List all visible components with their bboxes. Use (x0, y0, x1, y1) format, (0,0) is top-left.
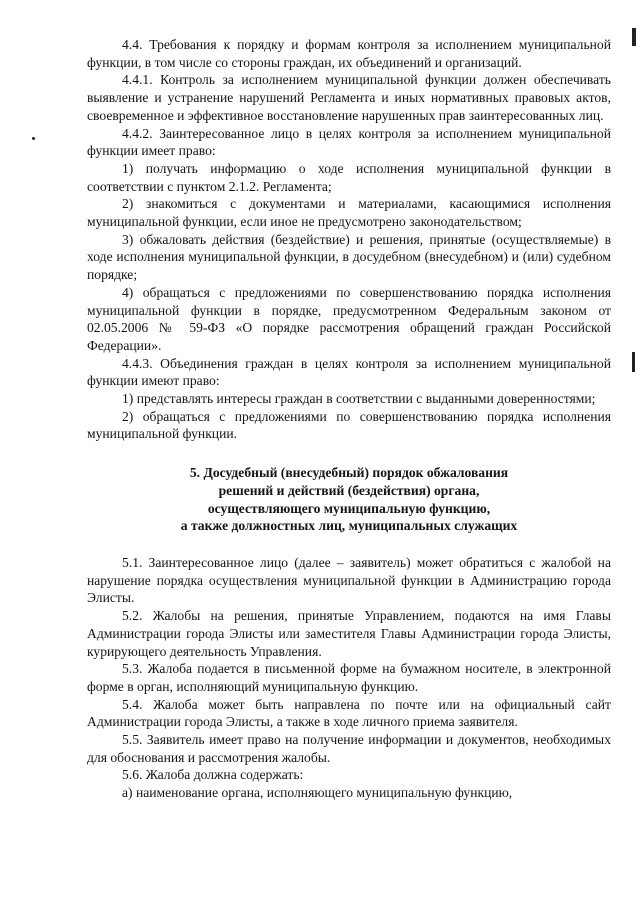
paragraph-4-4-2: 4.4.2. Заинтересованное лицо в целях контроля за исполнением муниципальной функции имеет право: (87, 125, 611, 159)
paragraph-4-4-3: 4.4.3. Объединения граждан в целях контроля за исполнением муниципальной функции имеют право: (87, 355, 611, 389)
paragraph-5-2: 5.2. Жалобы на решения, принятые Управлением, подаются на имя Главы Администрации города Элисты или заместителя Главы Администрации города Элисты, курирующего деятельность Управления. (87, 608, 611, 659)
scan-edge-mark-middle (632, 352, 635, 372)
list-item-a: а) наименование органа, исполняющего муниципальную функцию, (122, 785, 513, 801)
scan-speck (32, 137, 35, 140)
scan-edge-mark-top (632, 28, 636, 46)
list-item-1: 1) получать информацию о ходе исполнения муниципальной функции в соответствии с пунктом 2.1.2. Регламента; (87, 160, 611, 194)
list-item-2: 2) знакомиться с документами и материалами, касающимися исполнения муниципальной функции, если иное не предусмотрено законодательством; (87, 196, 611, 230)
section-5-heading (87, 464, 611, 535)
section-5-heading-line-3: осуществляющего муниципальную функцию, (207, 500, 491, 516)
paragraph-5-1: 5.1. Заинтересованное лицо (далее – заявитель) может обратиться с жалобой на нарушение порядка осуществления муниципальной функции в Администрацию города Элисты. (87, 554, 611, 606)
paragraph-5-4: 5.4. Жалоба может быть направлена по почте или на официальный сайт Администрации города Элисты, а также в ходе личного приема заявителя. (87, 696, 611, 730)
list-item-1-associations: 1) представлять интересы граждан в соответствии с выданными доверенностями; (122, 391, 596, 407)
paragraph-5-3: 5.3. Жалоба подается в письменной форме на бумажном носителе, в электронной форме в орган, исполняющий муниципальную функцию. (87, 661, 611, 694)
document-page (87, 36, 611, 802)
section-5-heading-line-4: а также должностных лиц, муниципальных служащих (180, 518, 518, 534)
paragraph-4-4-1: 4.4.1. Контроль за исполнением муниципальной функции должен обеспечивать выявление и устранение нарушений Регламента и иных нормативных правовых актов, своевременное и эффективное восстановление нарушенных прав заинтересованных лиц. (87, 72, 611, 123)
list-item-4: 4) обращаться с предложениями по совершенствованию порядка исполнения муниципальной функции в порядке, предусмотренном Федеральным законом от 02.05.2006 № 59-ФЗ «О порядке рассмотрения обращений граждан Российской Федерации». (87, 284, 611, 353)
section-5-heading-line-1: 5. Досудебный (внесудебный) порядок обжалования (189, 465, 509, 481)
list-item-3: 3) обжаловать действия (бездействие) и решения, принятые (осуществляемые) в ходе исполнения муниципальной функции, в досудебном (внесудебном) и (или) судебном порядке; (87, 231, 611, 283)
paragraph-5-5: 5.5. Заявитель имеет право на получение информации и документов, необходимых для обоснования и рассмотрения жалобы. (87, 732, 611, 765)
paragraph-5-6: 5.6. Жалоба должна содержать: (122, 767, 304, 783)
section-5-heading-line-2: решений и действий (бездействия) органа, (218, 482, 480, 498)
list-item-2-associations: 2) обращаться с предложениями по совершенствованию порядка исполнения муниципальной функции. (87, 408, 611, 442)
paragraph-4-4: 4.4. Требования к порядку и формам контроля за исполнением муниципальной функции, в том числе со стороны граждан, их объединений и организаций. (87, 37, 611, 70)
